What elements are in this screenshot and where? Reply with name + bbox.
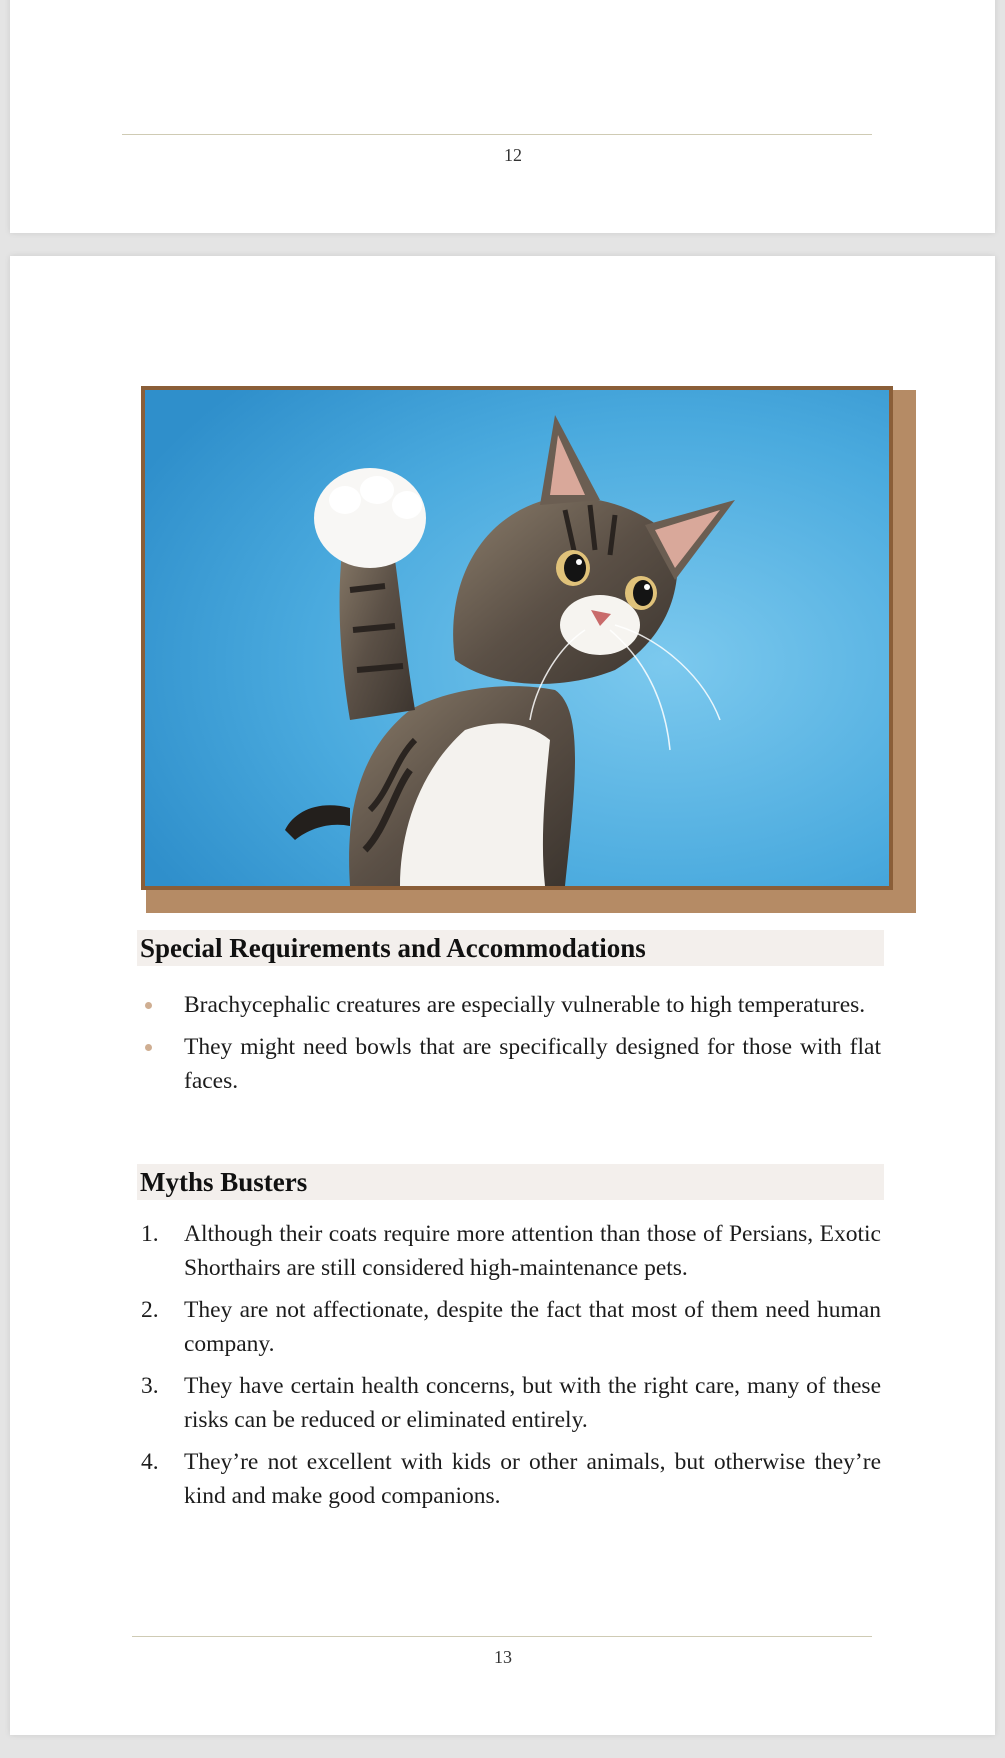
bullet-icon [145,1002,152,1009]
cat-photo [141,386,893,890]
list-number: 2. [141,1297,159,1323]
cat-photo-icon [145,390,889,886]
current-page [10,256,995,1735]
list-number: 3. [141,1373,159,1399]
list-number: 4. [141,1449,159,1475]
myths-list [137,1217,881,1521]
page-number: 13 [494,1647,512,1667]
bullet-icon [145,1044,152,1051]
list-item [137,1445,881,1513]
special-requirements-list [137,988,881,1106]
list-item [137,988,881,1022]
footer-rule [132,1636,872,1637]
list-item [137,1217,881,1285]
section-heading-special-requirements: Special Requirements and Accommodations [137,930,884,966]
list-item [137,1369,881,1437]
list-item [137,1030,881,1098]
section-heading-myths-busters: Myths Busters [137,1164,884,1200]
page-number: 12 [504,145,522,165]
previous-page [10,0,995,233]
list-item-text: They might need bowls that are specifically designed for those with flat faces. [184,1034,881,1094]
list-number: 1. [141,1221,159,1247]
list-item-text: They’re not excellent with kids or other animals, but otherwise they’re kind and make good companions. [184,1449,881,1509]
list-item [137,1293,881,1361]
list-item-text: They have certain health concerns, but with the right care, many of these risks can be reduced or eliminated entirely. [184,1373,881,1433]
list-item-text: They are not affectionate, despite the fact that most of them need human company. [184,1297,881,1357]
list-item-text: Brachycephalic creatures are especially vulnerable to high temperatures. [184,992,866,1018]
footer-rule [122,134,872,135]
list-item-text: Although their coats require more attention than those of Persians, Exotic Shorthairs are still considered high-maintenance pets. [184,1221,881,1281]
